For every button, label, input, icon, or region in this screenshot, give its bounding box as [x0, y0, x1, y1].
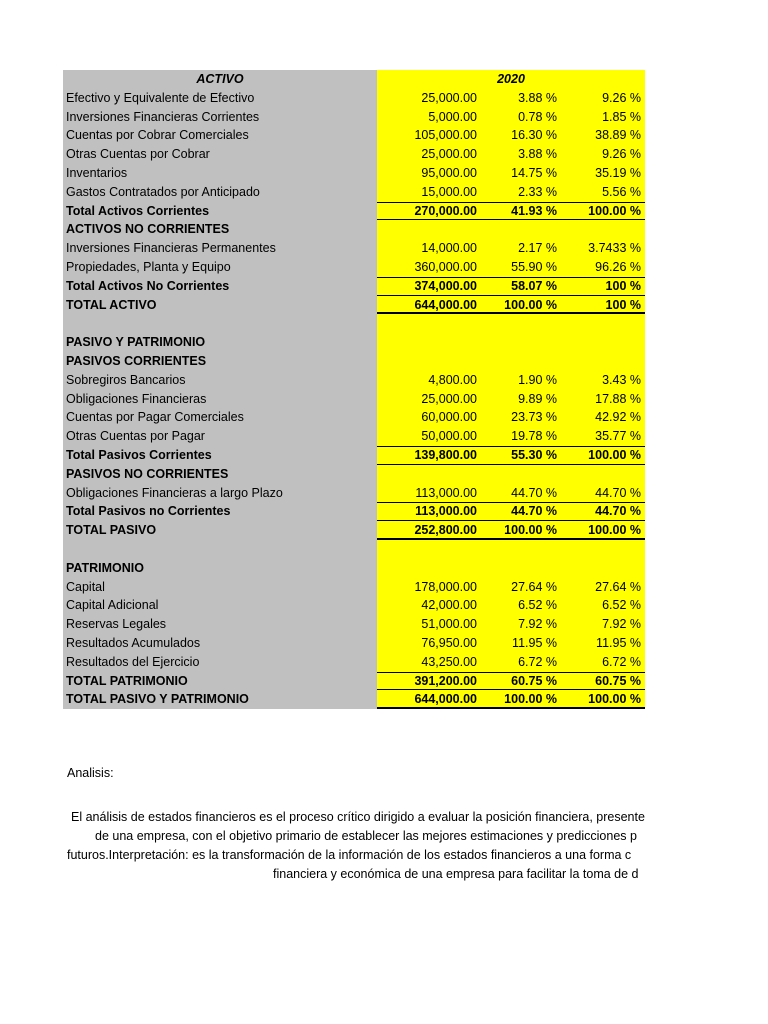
- total-percent-group: 60.75 %: [595, 673, 641, 688]
- row-percent-group: 35.77 %: [595, 429, 641, 444]
- row-label: Capital: [63, 578, 377, 597]
- row-percent-group: 9.26 %: [602, 90, 641, 105]
- total-percent-total: 100.00 %: [504, 692, 557, 707]
- table-row: [63, 596, 645, 615]
- row-percent-group: 7.92 %: [602, 617, 641, 632]
- row-label: Sobregiros Bancarios: [63, 371, 377, 390]
- row-percent-total: 2.33 %: [518, 184, 557, 199]
- analysis-line: de una empresa, con el objetivo primario de establecer las mejores estimaciones y predicciones p: [95, 829, 637, 843]
- row-percent-total: 0.78 %: [518, 109, 557, 124]
- row-label: Resultados del Ejercicio: [63, 653, 377, 672]
- row-value: 43,250.00: [421, 654, 477, 669]
- row-label: Obligaciones Financieras: [63, 390, 377, 409]
- row-label: Obligaciones Financieras a largo Plazo: [63, 484, 377, 503]
- row-percent-total: 2.17 %: [518, 241, 557, 256]
- table-row: [63, 634, 645, 653]
- row-label: Gastos Contratados por Anticipado: [63, 183, 377, 202]
- row-label: Efectivo y Equivalente de Efectivo: [63, 89, 377, 108]
- section-title: PASIVOS NO CORRIENTES: [63, 465, 377, 484]
- row-label: Otras Cuentas por Cobrar: [63, 145, 377, 164]
- row-label: Propiedades, Planta y Equipo: [63, 258, 377, 277]
- table-row: [63, 615, 645, 634]
- row-percent-total: 7.92 %: [518, 617, 557, 632]
- row-value: 113,000.00: [415, 485, 477, 500]
- analysis-line: futuros.Interpretación: es la transformación de la información de los estados financieros a una forma c: [67, 848, 632, 862]
- row-label: Cuentas por Pagar Comerciales: [63, 408, 377, 427]
- activo-header: ACTIVO: [63, 70, 377, 89]
- row-percent-group: 38.89 %: [595, 128, 641, 143]
- balance-sheet: [63, 70, 645, 709]
- row-percent-group: 1.85 %: [602, 109, 641, 124]
- total-percent-group: 100 %: [605, 278, 641, 293]
- analysis-line: financiera y económica de una empresa para facilitar la toma de d: [273, 867, 639, 881]
- total-label: TOTAL PASIVO: [63, 521, 377, 540]
- row-percent-group: 35.19 %: [595, 165, 641, 180]
- row-percent-group: 5.56 %: [602, 184, 641, 199]
- analysis-title: Analisis:: [67, 766, 114, 780]
- table-row: [63, 239, 645, 258]
- total-percent-total: 100.00 %: [504, 523, 557, 538]
- row-value: 50,000.00: [421, 429, 477, 444]
- row-value: 15,000.00: [421, 184, 477, 199]
- section-title: PATRIMONIO: [63, 559, 377, 578]
- row-percent-group: 11.95 %: [596, 635, 641, 650]
- total-percent-group: 100.00 %: [588, 523, 641, 538]
- row-percent-group: 27.64 %: [595, 579, 641, 594]
- total-label: Total Activos No Corrientes: [63, 277, 377, 296]
- row-value: 5,000.00: [428, 109, 477, 124]
- table-row: [63, 126, 645, 145]
- row-percent-group: 9.26 %: [602, 147, 641, 162]
- row-label: Capital Adicional: [63, 596, 377, 615]
- total-row: [63, 502, 645, 521]
- row-value: 105,000.00: [414, 128, 477, 143]
- year-header: 2020: [497, 72, 525, 86]
- section-title-row: [63, 333, 645, 352]
- row-percent-total: 44.70 %: [511, 485, 557, 500]
- row-percent-total: 14.75 %: [511, 165, 557, 180]
- table-row: [63, 484, 645, 503]
- total-percent-group: 100.00 %: [588, 203, 641, 218]
- row-value: 178,000.00: [414, 579, 477, 594]
- total-value: 644,000.00: [414, 297, 477, 312]
- row-label: Inventarios: [63, 164, 377, 183]
- row-value: 14,000.00: [421, 241, 477, 256]
- row-percent-group: 44.70 %: [595, 485, 641, 500]
- section-title-row: [63, 465, 645, 484]
- table-row: [63, 578, 645, 597]
- section-title-row: [63, 352, 645, 371]
- total-percent-group: 100.00 %: [588, 447, 641, 462]
- row-value: 95,000.00: [421, 165, 477, 180]
- grand-total-row: [63, 296, 645, 315]
- row-percent-total: 16.30 %: [511, 128, 557, 143]
- row-percent-group: 96.26 %: [595, 259, 641, 274]
- analysis-text: [0, 808, 768, 888]
- row-label: Inversiones Financieras Permanentes: [63, 239, 377, 258]
- row-percent-group: 3.7433 %: [588, 241, 641, 256]
- total-row: [63, 672, 645, 691]
- row-percent-group: 6.72 %: [602, 654, 641, 669]
- row-percent-group: 6.52 %: [602, 598, 641, 613]
- row-value: 360,000.00: [414, 259, 477, 274]
- total-label: Total Activos Corrientes: [63, 202, 377, 221]
- row-label: Otras Cuentas por Pagar: [63, 427, 377, 446]
- header-row: [63, 70, 645, 89]
- row-value: 42,000.00: [421, 598, 477, 613]
- row-percent-total: 6.52 %: [518, 598, 557, 613]
- total-percent-group: 44.70 %: [595, 504, 641, 519]
- section-title: PASIVOS CORRIENTES: [63, 352, 377, 371]
- row-label: Inversiones Financieras Corrientes: [63, 108, 377, 127]
- row-value: 25,000.00: [421, 391, 477, 406]
- total-percent-group: 100.00 %: [588, 692, 641, 707]
- row-percent-group: 3.43 %: [602, 372, 641, 387]
- section-title: PASIVO Y PATRIMONIO: [63, 333, 377, 352]
- table-row: [63, 390, 645, 409]
- total-row: [63, 277, 645, 296]
- table-row: [63, 653, 645, 672]
- grand-total-row: [63, 690, 645, 709]
- section-title: ACTIVOS NO CORRIENTES: [63, 220, 377, 239]
- row-label: Reservas Legales: [63, 615, 377, 634]
- row-percent-total: 3.88 %: [518, 147, 557, 162]
- table-row: [63, 371, 645, 390]
- total-percent-total: 55.30 %: [511, 447, 557, 462]
- table-row: [63, 108, 645, 127]
- row-percent-total: 6.72 %: [518, 654, 557, 669]
- table-row: [63, 408, 645, 427]
- row-value: 4,800.00: [428, 372, 477, 387]
- total-value: 113,000.00: [415, 504, 477, 519]
- row-percent-total: 9.89 %: [518, 391, 557, 406]
- row-percent-total: 27.64 %: [511, 579, 557, 594]
- total-label: TOTAL ACTIVO: [63, 296, 377, 315]
- total-percent-total: 60.75 %: [511, 673, 557, 688]
- total-percent-total: 100.00 %: [504, 297, 557, 312]
- blank-row: [63, 540, 645, 559]
- section-title-row: [63, 220, 645, 239]
- total-value: 270,000.00: [414, 203, 477, 218]
- row-value: 76,950.00: [421, 635, 477, 650]
- total-row: [63, 202, 645, 221]
- row-percent-total: 3.88 %: [518, 90, 557, 105]
- blank-row: [63, 314, 645, 333]
- row-percent-total: 55.90 %: [511, 259, 557, 274]
- total-percent-group: 100 %: [605, 297, 641, 312]
- total-value: 391,200.00: [414, 673, 477, 688]
- table-row: [63, 183, 645, 202]
- row-percent-total: 23.73 %: [511, 410, 557, 425]
- table-row: [63, 89, 645, 108]
- row-percent-group: 42.92 %: [595, 410, 641, 425]
- total-percent-total: 58.07 %: [511, 278, 557, 293]
- analysis-line: El análisis de estados financieros es el proceso crítico dirigido a evaluar la posición financiera, presente: [71, 810, 645, 824]
- table-row: [63, 164, 645, 183]
- row-label: Resultados Acumulados: [63, 634, 377, 653]
- row-percent-total: 19.78 %: [511, 429, 557, 444]
- table-row: [63, 145, 645, 164]
- total-value: 252,800.00: [414, 523, 477, 538]
- total-value: 139,800.00: [414, 447, 477, 462]
- row-value: 51,000.00: [421, 617, 477, 632]
- row-value: 25,000.00: [421, 90, 477, 105]
- total-label: Total Pasivos Corrientes: [63, 446, 377, 465]
- total-percent-total: 44.70 %: [511, 504, 557, 519]
- row-label: Cuentas por Cobrar Comerciales: [63, 126, 377, 145]
- row-value: 25,000.00: [421, 147, 477, 162]
- total-value: 374,000.00: [414, 278, 477, 293]
- table-row: [63, 427, 645, 446]
- row-percent-total: 11.95 %: [512, 635, 557, 650]
- total-value: 644,000.00: [414, 692, 477, 707]
- row-value: 60,000.00: [421, 410, 477, 425]
- row-percent-group: 17.88 %: [595, 391, 641, 406]
- total-label: TOTAL PASIVO Y PATRIMONIO: [63, 690, 377, 709]
- table-row: [63, 258, 645, 277]
- row-percent-total: 1.90 %: [518, 372, 557, 387]
- section-title-row: [63, 559, 645, 578]
- total-row: [63, 446, 645, 465]
- grand-total-row: [63, 521, 645, 540]
- total-percent-total: 41.93 %: [511, 203, 557, 218]
- total-label: TOTAL PATRIMONIO: [63, 672, 377, 691]
- total-label: Total Pasivos no Corrientes: [63, 502, 377, 521]
